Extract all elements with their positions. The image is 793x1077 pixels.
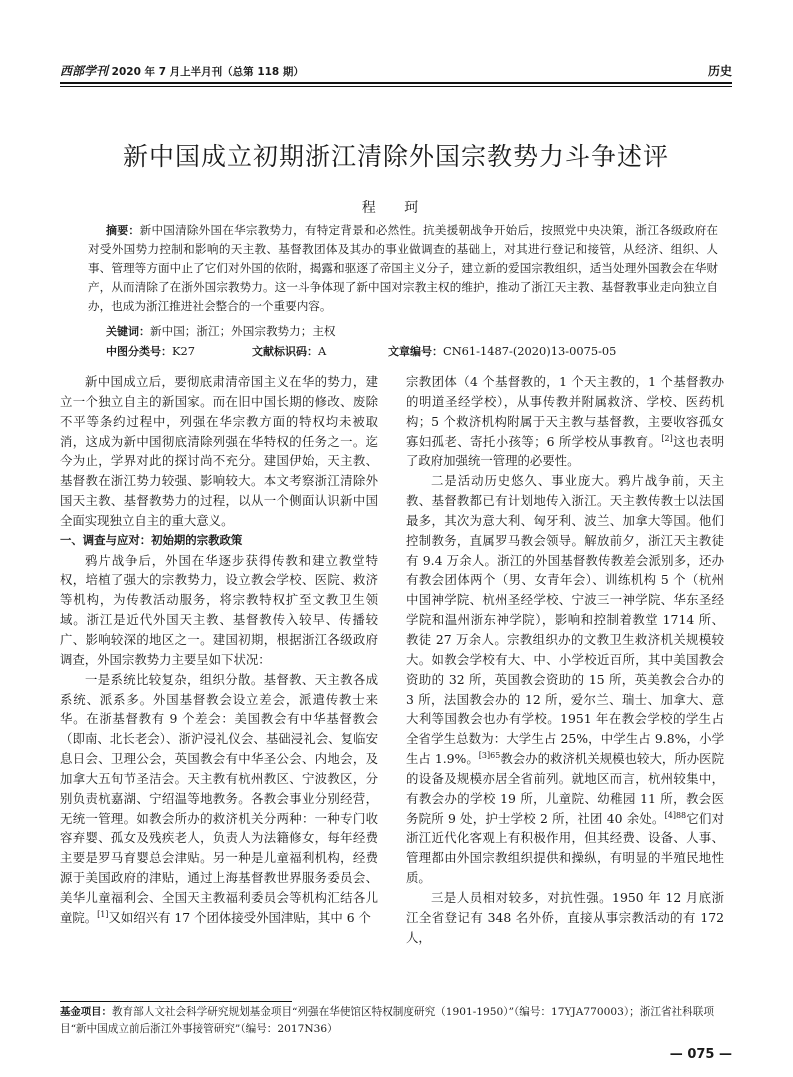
doc-code-label: 文献标识码： [252,345,318,358]
paragraph-text: 它们对浙江近代化客观上有积极作用，但其经费、设备、人事、管理都由外国宗教组织提供和操纵，有明显的半殖民地性质。 [406,810,725,886]
classification-line [106,343,726,359]
citation: [4]88 [664,810,687,820]
header-rule-thin [60,86,732,87]
page-number: — 075 — [669,1047,732,1062]
article-title: 新中国成立初期浙江清除外国宗教势力斗争述评 [122,142,669,171]
header-rule [60,82,732,84]
paragraph [406,471,724,888]
clc-value: K27 [172,344,196,358]
paragraph: 三是人员相对较多，对抗性强。1950 年 12 月底浙江全省登记有 348 名外侨，直接从事宗教活动的有 172 人， [406,889,724,945]
article-no-label: 文章编号： [388,345,443,358]
paragraph [60,670,378,928]
keywords-label: 关键词： [106,325,150,338]
footnote-rule [60,1001,292,1002]
citation: [3]65 [478,750,501,760]
paragraph-text: 二是活动历史悠久、事业庞大。鸦片战争前，天主教、基督教都已有计划地传入浙江。天主教传教士以法国最多，其次为意大利、匈牙利、波兰、加拿大等国。他们控制教务，直属罗马教会领导。解放前夕，浙江天主教徒有 9.4 万余人。浙江的外国基督教传教差会派别多，还办有教会团体两个（男、女青年会）、训练机构 5 个（杭州中国神学院、杭州圣经学校、宁波三一神学院、华东圣经学院和温州浙东神学院），影响和控制着教堂 1714 所、教徒 27 万余人。宗教组织办的文教卫生救济机关规模较大。如教会学校有大、中、小学校近百所，其中美国教会资助的 32 所，英国教会资助的 15 所，英美教会合办的 3 所，法国教会办的 12 所，爱尔兰、瑞士、加拿大、意大利等国教会也办有学校。1951 年在教会学校的学生占全省学生总数为：大学生占 25%，中学生占 9.8%，小学生占 1.9%。 [406,473,724,767]
keywords-text: 新中国；浙江；外国宗教势力；主权 [150,324,336,338]
paragraph-text: 一是系统比较复杂，组织分散。基督教、天主教各成系统、派系多。外国基督教会设立差会，派遣传教士来华。在浙基督教有 9 个差会：美国教会有中华基督教会（即南、北长老会）、浙沪浸礼仪会、基础浸礼会、复临安息日会、卫理公会，英国教会有中华圣公会、内地会，及加拿大五旬节圣洁会。天主教有杭州教区、宁波教区，分别负责杭嘉湖、宁绍温等地教务。各教会事业分别经营，无统一管理。如教会所办的救济机关分两种：一种专门收容弃婴、孤女及残疾老人，负责人为法籍修女，每年经费主要是罗马育婴总会津贴。另一种是儿童福利机构，经费源于美国政府的津贴，通过上海基督教世界服务委员会、美华儿童福利会、全国天主教福利委员会等机构汇结各儿童院。 [60,671,378,925]
citation: [2] [661,433,673,443]
section-label: 历史 [707,64,732,78]
footnote [60,1004,732,1038]
footnote-label: 基金项目： [60,1006,112,1018]
journal-logo: 西部学刊 [60,64,109,78]
paragraph-text: 这也表明了政府加强统一管理的必要性。 [406,433,725,469]
abstract-text: 新中国清除外国在华宗教势力，有特定背景和必然性。抗美援朝战争开始后，按照党中央决策，浙江各级政府在对受外国势力控制和影响的天主教、基督教团体及其办的事业做调查的基础上，对其进行登记和接管，从经济、组织、人事、管理等方面中止了它们对外国的依附，揭露和驱逐了帝国主义分子，建立新的爱国宗教组织，适当处理外国教会在华财产，从而清除了在浙外国宗教势力。这一斗争体现了新中国对宗教主权的维护，推动了浙江天主教、基督教事业走向独立自办，也成为浙江推进社会整合的一个重要内容。 [88,223,718,313]
paragraph-text: 宗教团体（4 个基督教的，1 个天主教的，1 个基督教办的明道圣经学校），从事传教并附属救济、学校、医药机构；5 个救济机构附属于天主教与基督教，主要收容孤女寡妇孤老、寄托小孩等；6 所学校从事教育。 [406,374,724,449]
author-name: 程 珂 [361,200,431,216]
right-column [406,372,724,947]
doc-code-value: A [318,344,327,358]
keywords [106,323,336,339]
section-heading: 一、调查与应对：初始期的宗教政策 [60,532,243,547]
paragraph: 新中国成立后，要彻底肃清帝国主义在华的势力，建立一个独立自主的新国家。而在旧中国长期的修改、废除不平等条约过程中，列强在华宗教方面的特权均未被取消，这成为新中国彻底清除列强在华特权的任务之一。迄今为止，学界对此的探讨尚不充分。建国伊始，天主教、基督教在浙江势力较强、影响较大。本文考察浙江清除外国天主教、基督教势力的过程，以从一个侧面认识新中国全面实现独立自主的重大意义。 [60,374,378,528]
paragraph [406,372,724,471]
paragraph-text: 教会办的救济机关规模也较大，所办医院的设备及规模亦居全省前列。就地区而言，杭州较集中，有教会办的学校 19 所，儿童院、幼稚园 11 所，教会医务院所 9 处，护士学校 2 所，社团 40 余处。 [406,751,725,826]
clc-label: 中图分类号： [106,345,172,358]
paragraph: 鸦片战争后，外国在华逐步获得传教和建立教堂特权，培植了强大的宗教势力，设立教会学校、医院、救济等机构，为传教活动服务，将宗教特权扩至文教卫生领域。浙江是近代外国天主教、基督教传入较早、传播较广、影响较深的地区之一。建国初期，根据浙江各级政府调查，外国宗教势力主要呈如下状况： [60,552,378,667]
abstract [88,221,718,316]
left-column [60,372,378,928]
citation: [1] [97,909,109,919]
footnote-text: 教育部人文社会科学研究规划基金项目“列强在华使馆区特权制度研究（1901-1950）”（编号：17YJA770003）；浙江省社科联项目“新中国成立前后浙江外事接管研究”（编号：2017N36） [60,1006,714,1035]
article-no-value: CN61-1487-(2020)13-0075-05 [443,344,617,358]
paragraph-text: 又如绍兴有 17 个团体接受外国津贴，其中 6 个 [108,909,371,925]
running-header [60,62,732,80]
abstract-label: 摘要： [106,224,140,237]
issue-info: 2020 年 7 月上半月刊（总第 118 期） [111,66,304,78]
